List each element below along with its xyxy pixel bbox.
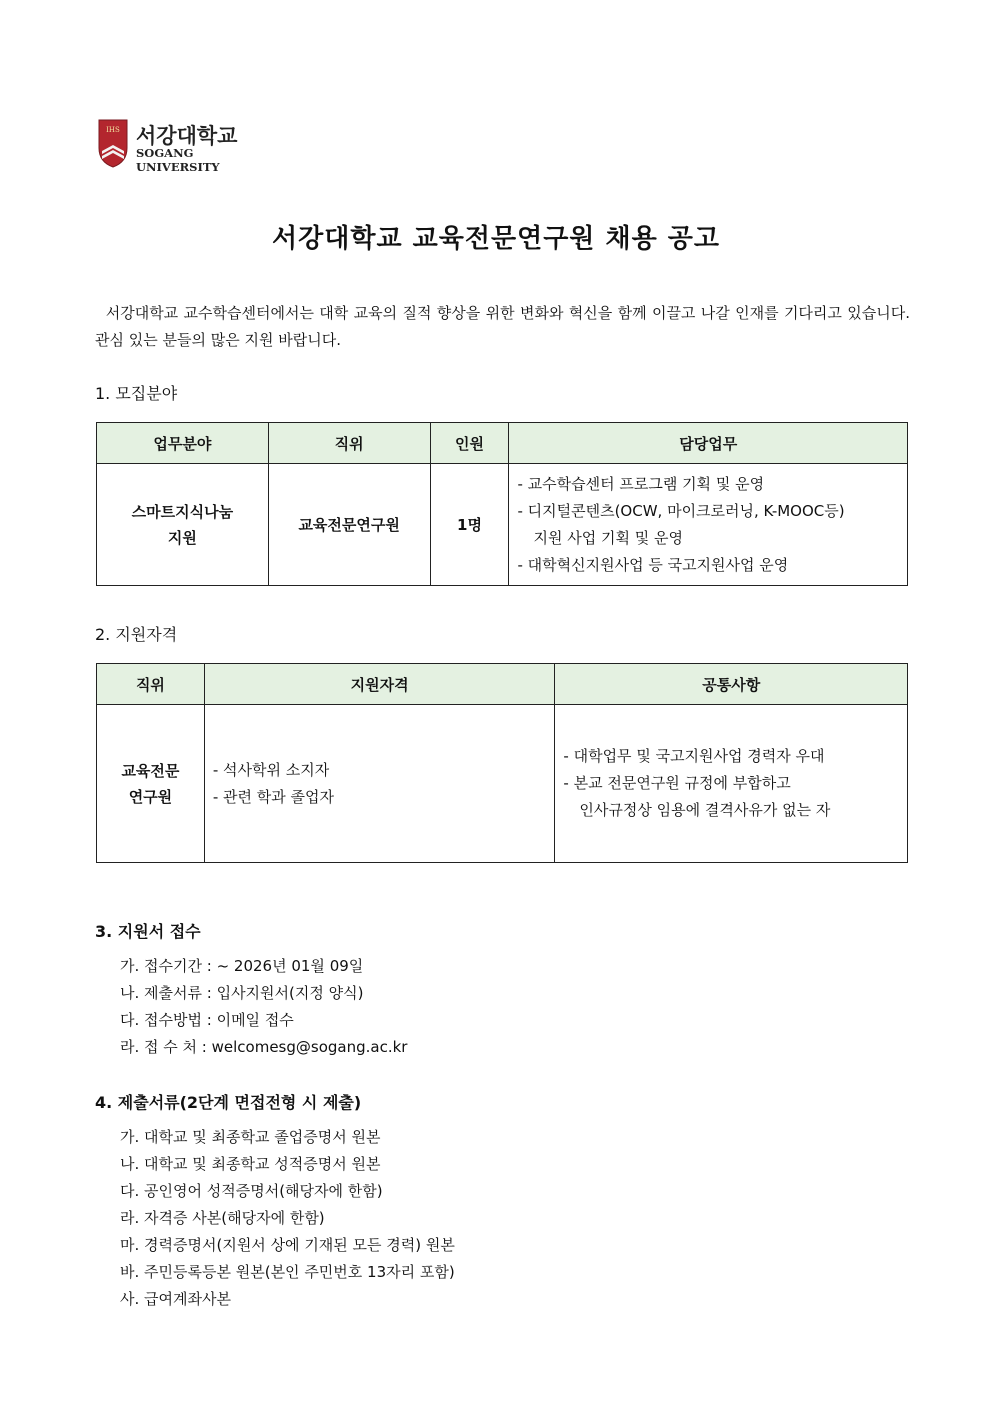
list-item: 라. 접 수 처 : welcomesg@sogang.ac.kr: [120, 1038, 408, 1056]
list-item: 마. 경력증명서(지원서 상에 기재된 모든 경력) 원본: [120, 1236, 455, 1254]
section4-heading: 4. 제출서류(2단계 면접전형 시 제출): [95, 1093, 362, 1112]
header-cell: 지원자격: [204, 664, 555, 705]
logo-english-text: SOGANG UNIVERSITY: [136, 146, 220, 174]
university-logo: [96, 118, 266, 174]
qualifications-cell: [204, 705, 555, 863]
table-header-row: [97, 664, 908, 705]
logo-korean-text: 서강대학교: [136, 123, 238, 148]
list-item: 가. 접수기간 : ~ 2026년 01월 09일: [120, 957, 364, 975]
position-cell: 교육전문 연구원: [97, 705, 205, 863]
list-item: 나. 대학교 및 최종학교 성적증명서 원본: [120, 1155, 381, 1173]
header-cell: 직위: [97, 664, 205, 705]
list-item: - 대학업무 및 국고지원사업 경력자 우대: [563, 747, 825, 765]
list-item: 바. 주민등록등본 원본(본인 주민번호 13자리 포함): [120, 1263, 455, 1281]
section3-heading: 3. 지원서 접수: [95, 922, 201, 941]
qualification-table: [96, 663, 908, 863]
duties-cell: [509, 464, 908, 586]
table-header-row: [97, 423, 908, 464]
list-item: 다. 공인영어 성적증명서(해당자에 한함): [120, 1182, 383, 1200]
list-item: - 관련 학과 졸업자: [212, 787, 335, 806]
list-item: 지원 사업 기획 및 운영: [533, 528, 683, 547]
list-item: 사. 급여계좌사본: [120, 1290, 231, 1308]
count-cell: 1명: [430, 464, 509, 586]
header-cell: 담당업무: [509, 423, 908, 464]
application-list: [120, 953, 407, 1061]
list-item: - 교수학습센터 프로그램 기획 및 운영: [517, 474, 765, 493]
header-cell: 인원: [430, 423, 509, 464]
svg-text:IHS: IHS: [106, 126, 120, 134]
header-cell: 공통사항: [555, 664, 908, 705]
page-title: 서강대학교 교육전문연구원 채용 공고: [271, 224, 720, 254]
field-cell: 스마트지식나눔 지원: [97, 464, 269, 586]
position-cell: 교육전문연구원: [268, 464, 430, 586]
list-item: - 디지털콘텐츠(OCW, 마이크로러닝, K-MOOC등): [517, 501, 845, 520]
documents-list: [120, 1124, 455, 1313]
list-item: 인사규정상 임용에 결격사유가 없는 자: [579, 801, 831, 819]
list-item: - 석사학위 소지자: [212, 760, 330, 779]
header-cell: 업무분야: [97, 423, 269, 464]
header-cell: 직위: [268, 423, 430, 464]
list-item: 가. 대학교 및 최종학교 졸업증명서 원본: [120, 1128, 381, 1146]
list-item: 라. 자격증 사본(해당자에 한함): [120, 1209, 325, 1227]
section2-heading: 2. 지원자격: [95, 625, 178, 644]
crest-icon: [96, 118, 130, 168]
table-row: [97, 464, 908, 586]
section1-heading: 1. 모집분야: [95, 384, 178, 403]
recruitment-table: [96, 422, 908, 586]
list-item: - 본교 전문연구원 규정에 부합하고: [563, 774, 791, 792]
table-row: [97, 705, 908, 863]
intro-paragraph: 서강대학교 교수학습센터에서는 대학 교육의 질적 향상을 위한 변화와 혁신을 함께 이끌고 나갈 인재를 기다리고 있습니다. 관심 있는 분들의 많은 지원 바랍니다.: [95, 304, 910, 349]
common-cell: [555, 705, 908, 863]
list-item: - 대학혁신지원사업 등 국고지원사업 운영: [517, 555, 789, 574]
list-item: 다. 접수방법 : 이메일 접수: [120, 1011, 294, 1029]
list-item: 나. 제출서류 : 입사지원서(지정 양식): [120, 984, 364, 1002]
